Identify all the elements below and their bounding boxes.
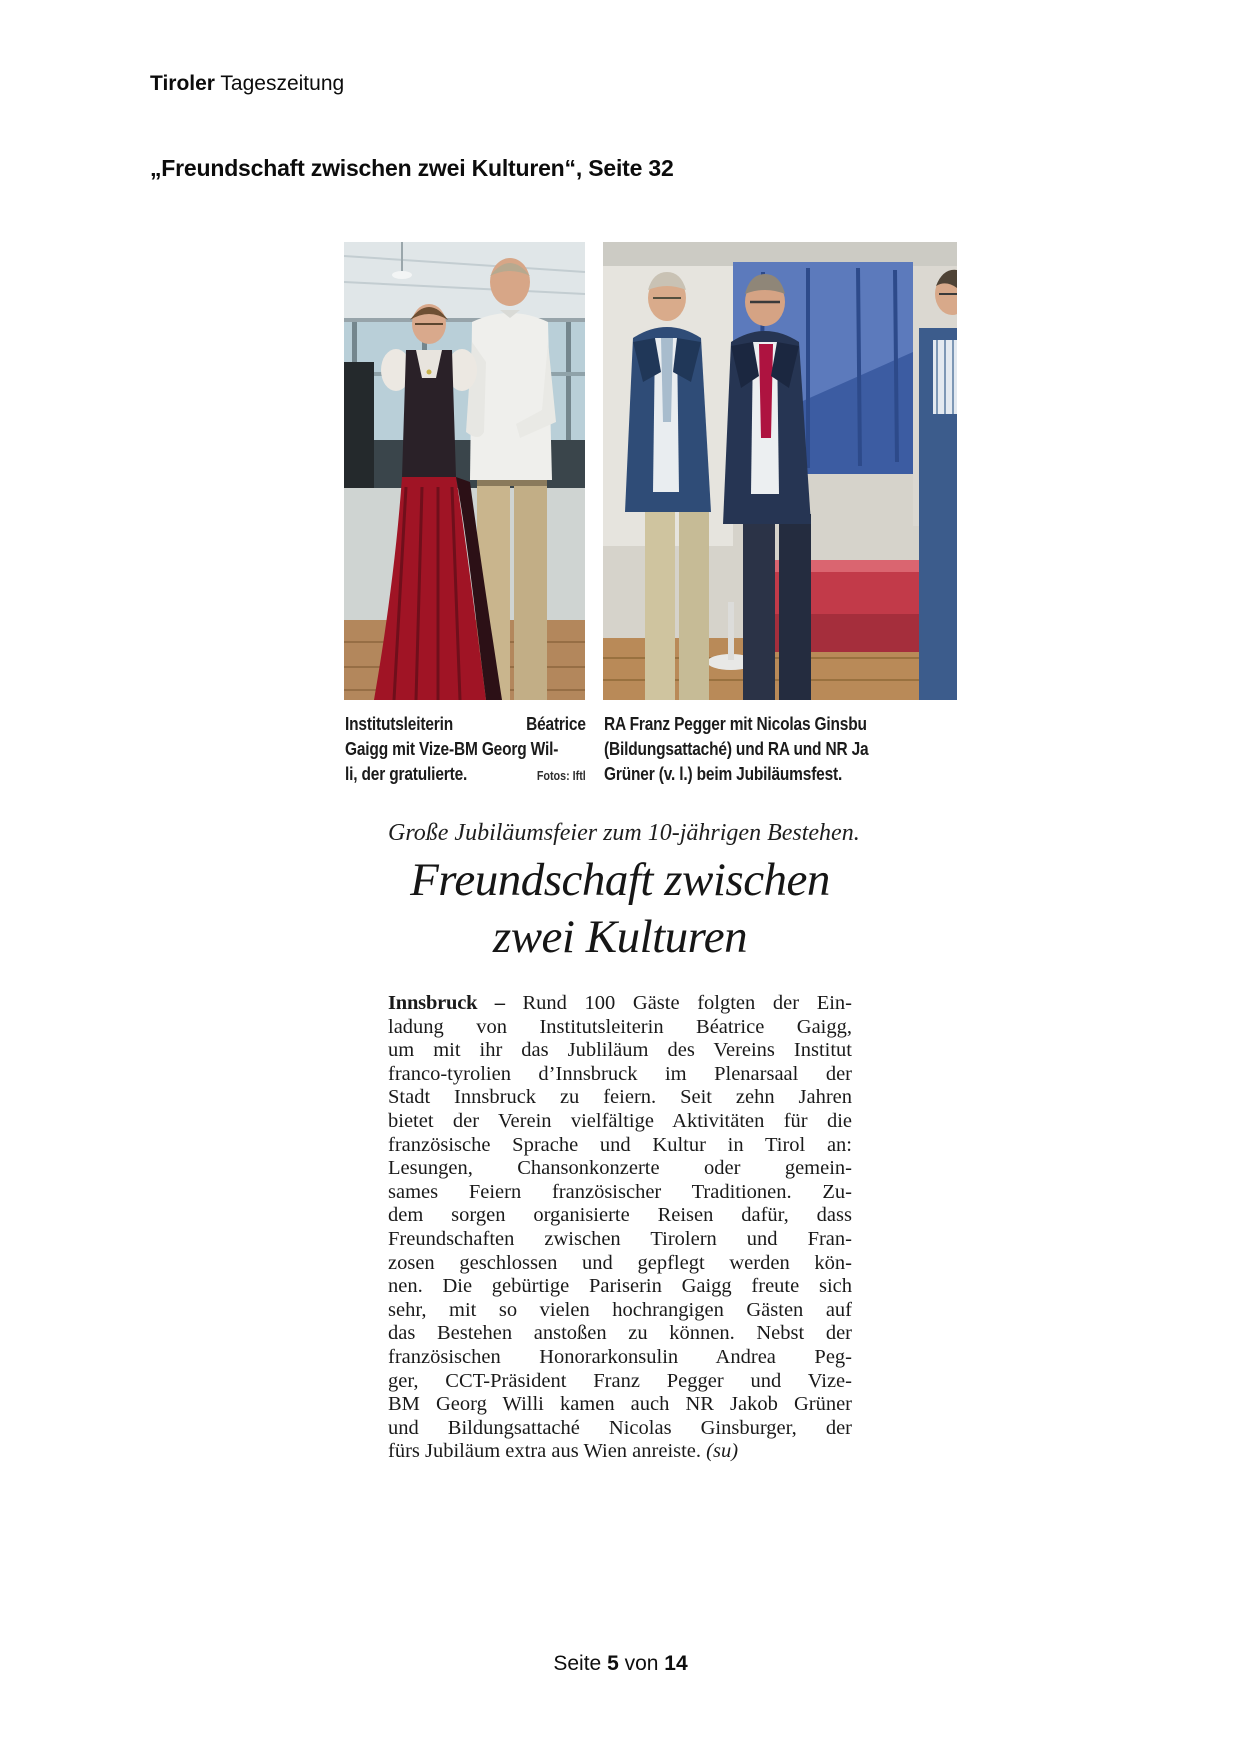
- article-body-line: ladung von Institutsleiterin Béatrice Gaigg,: [388, 1015, 852, 1038]
- footer-page-current: 5: [607, 1652, 619, 1675]
- article-body-line: das Bestehen anstoßen zu können. Nebst der: [388, 1322, 852, 1345]
- caption-line: Institutsleiterin Béatrice: [345, 714, 586, 734]
- photo-right: [603, 242, 957, 700]
- photo-left: [344, 242, 585, 700]
- article-body-line: ger, CCT-Präsident Franz Pegger und Vize-: [388, 1369, 852, 1392]
- footer-page-total: 14: [664, 1652, 688, 1675]
- article-body-line: und Bildungsattaché Nicolas Ginsburger, der: [388, 1416, 852, 1439]
- headline-line-2: zwei Kulturen: [492, 911, 748, 963]
- man-right-partial-figure: [919, 270, 957, 700]
- publication-name-bold: Tiroler: [150, 72, 215, 95]
- article-body-line: franco-tyrolien d’Innsbruck im Plenarsaal der: [388, 1062, 852, 1085]
- caption-left: [345, 712, 585, 789]
- article-body-line: Innsbruck – Rund 100 Gäste folgten der Ein-: [388, 992, 852, 1014]
- article-body-line: französische Sprache und Kultur in Tirol an:: [388, 1133, 852, 1156]
- article-body-line: französischen Honorarkonsulin Andrea Peg-: [388, 1345, 852, 1368]
- article: [388, 818, 860, 1464]
- publication-name-rest: Tageszeitung: [214, 72, 345, 95]
- caption-line: Gaigg mit Vize-BM Georg Wil-: [345, 739, 559, 759]
- footer-label-of: von: [624, 1652, 659, 1675]
- photo-right-image: [603, 242, 957, 700]
- caption-line: (Bildungsattaché) und RA und NR Ja: [604, 739, 869, 759]
- caption-right-text: [604, 712, 957, 787]
- caption-right: [604, 712, 958, 787]
- article-body-line: sames Feiern französischer Traditionen. Zu-: [388, 1180, 852, 1203]
- caption-line: RA Franz Pegger mit Nicolas Ginsbu: [604, 714, 867, 734]
- article-kicker: Große Jubiläumsfeier zum 10-jährigen Bestehen.: [388, 820, 860, 846]
- article-body-line: dem sorgen organisierte Reisen dafür, dass: [388, 1204, 852, 1227]
- photo-credit: Fotos: Iftl: [536, 769, 586, 783]
- article-body: [388, 992, 852, 1464]
- article-body-line: nen. Die gebürtige Pariserin Gaigg freute sich: [388, 1275, 852, 1298]
- article-body-line: fürs Jubiläum extra aus Wien anreiste. (su): [388, 1440, 739, 1463]
- headline-line-1: Freundschaft zwischen: [410, 854, 830, 906]
- article-headline: [388, 852, 852, 966]
- article-body-line: sehr, mit so vielen hochrangigen Gästen auf: [388, 1298, 852, 1321]
- caption-line: Grüner (v. l.) beim Jubiläumsfest.: [604, 764, 843, 784]
- photo-left-image: [344, 242, 585, 700]
- caption-line: li, der gratulierte. Fotos: Iftl: [345, 762, 586, 789]
- article-body-line: Freundschaften zwischen Tirolern und Fran-: [388, 1227, 852, 1250]
- article-body-line: Lesungen, Chansonkonzerte oder gemein-: [388, 1157, 852, 1180]
- page-footer: [0, 1652, 1241, 1676]
- article-body-line: Stadt Innsbruck zu feiern. Seit zehn Jahren: [388, 1086, 852, 1109]
- article-body-line: BM Georg Willi kamen auch NR Jakob Grüner: [388, 1393, 852, 1416]
- article-body-line: um mit ihr das Jubliläum des Vereins Institut: [388, 1039, 852, 1062]
- article-body-line: bietet der Verein vielfältige Aktivitäten für die: [388, 1109, 852, 1132]
- page-title: „Freundschaft zwischen zwei Kulturen“, Seite 32: [150, 155, 674, 181]
- article-body-line: zosen geschlossen und gepflegt werden kön-: [388, 1251, 852, 1274]
- footer-label-page: Seite: [553, 1652, 602, 1675]
- caption-left-text: [345, 712, 586, 789]
- publication-name: [150, 72, 344, 96]
